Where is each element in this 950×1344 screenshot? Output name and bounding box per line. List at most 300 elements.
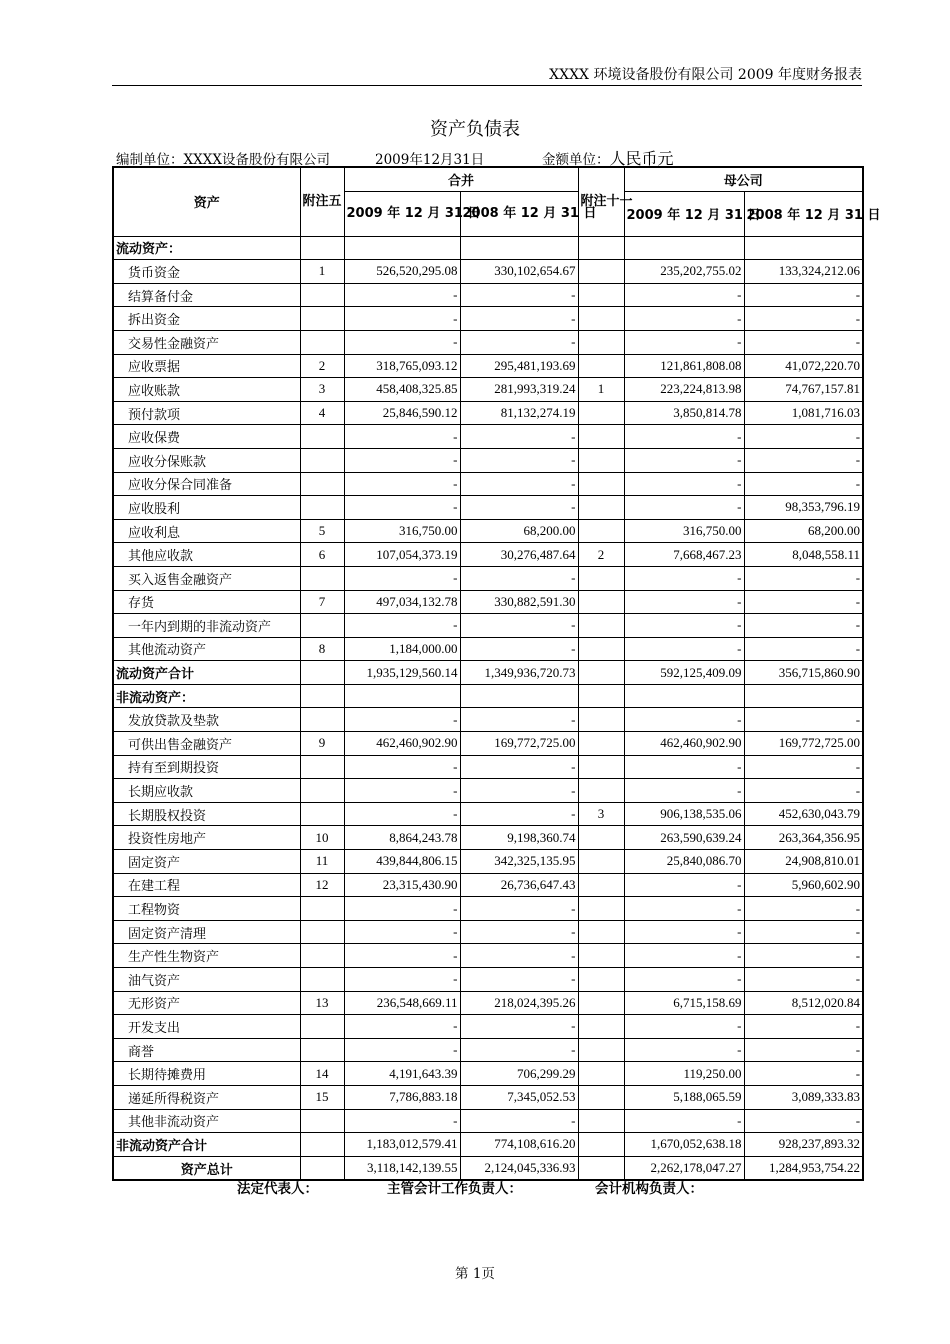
header-divider (112, 85, 862, 86)
consolidated-2009-cell: 8,864,243.78 (344, 826, 460, 850)
parent-2009-cell: - (624, 779, 744, 803)
parent-2008-cell: 41,072,220.70 (744, 354, 863, 378)
col-consolidated-2008: 2008 年 12 月 31 日 (460, 191, 578, 236)
parent-2009-cell: 121,861,808.08 (624, 354, 744, 378)
consolidated-2008-cell: - (460, 802, 578, 826)
empty-cell (300, 236, 344, 260)
empty-cell (624, 684, 744, 708)
table-row (113, 472, 863, 496)
note11-cell (578, 401, 624, 425)
note5-cell (300, 897, 344, 921)
consolidated-2009-cell: - (344, 1015, 460, 1039)
parent-2008-cell: - (744, 1038, 863, 1062)
empty-cell (344, 684, 460, 708)
parent-2008-cell: - (744, 708, 863, 732)
note5-cell (300, 330, 344, 354)
parent-2008-cell: - (744, 566, 863, 590)
row-label: 拆出资金 (113, 307, 300, 331)
col-parent-2009: 2009 年 12 月 31 日 (624, 191, 744, 236)
note5-cell (300, 566, 344, 590)
currency-label: 金额单位： (542, 152, 610, 168)
consolidated-2009-cell: 1,184,000.00 (344, 637, 460, 661)
table-row (113, 944, 863, 968)
preparer-unit: 编制单位：XXXX设备股份有限公司 (116, 152, 330, 168)
consolidated-2008-cell: - (460, 472, 578, 496)
note5-cell (300, 944, 344, 968)
note11-cell (578, 708, 624, 732)
consolidated-2009-cell: 318,765,093.12 (344, 354, 460, 378)
consolidated-2009-cell: - (344, 897, 460, 921)
row-label: 固定资产 (113, 850, 300, 874)
consolidated-2009-cell: 1,183,012,579.41 (344, 1133, 460, 1157)
note11-cell (578, 1133, 624, 1157)
parent-2008-cell: 74,767,157.81 (744, 378, 863, 402)
parent-2008-cell: 68,200.00 (744, 519, 863, 543)
empty-cell (460, 684, 578, 708)
parent-2008-cell: - (744, 637, 863, 661)
empty-cell (744, 684, 863, 708)
parent-2008-cell: 3,089,333.83 (744, 1085, 863, 1109)
row-label: 长期待摊费用 (113, 1062, 300, 1086)
table-row (113, 873, 863, 897)
parent-2008-cell: - (744, 944, 863, 968)
note11-cell (578, 779, 624, 803)
consolidated-2009-cell: 462,460,902.90 (344, 732, 460, 756)
note11-cell (578, 1038, 624, 1062)
note11-cell (578, 732, 624, 756)
note5-cell: 2 (300, 354, 344, 378)
note5-cell (300, 779, 344, 803)
consolidated-2009-cell: - (344, 496, 460, 520)
consolidated-2008-cell: 9,198,360.74 (460, 826, 578, 850)
consolidated-2008-cell: 774,108,616.20 (460, 1133, 578, 1157)
note11-cell (578, 448, 624, 472)
note11-cell: 3 (578, 802, 624, 826)
row-label: 应收股利 (113, 496, 300, 520)
table-row (113, 920, 863, 944)
consolidated-2009-cell: - (344, 920, 460, 944)
consolidated-2008-cell: - (460, 307, 578, 331)
note5-cell: 6 (300, 543, 344, 567)
row-label: 买入返售金融资产 (113, 566, 300, 590)
note11-cell (578, 968, 624, 992)
parent-2009-cell: - (624, 307, 744, 331)
note5-cell: 12 (300, 873, 344, 897)
total-row (113, 661, 863, 685)
empty-cell (300, 684, 344, 708)
note5-cell: 7 (300, 590, 344, 614)
row-label: 长期应收款 (113, 779, 300, 803)
table-row (113, 850, 863, 874)
consolidated-2009-cell: - (344, 330, 460, 354)
consolidated-2008-cell: - (460, 755, 578, 779)
parent-2008-cell: 1,284,953,754.22 (744, 1156, 863, 1180)
consolidated-2009-cell: 1,935,129,560.14 (344, 661, 460, 685)
note11-cell: 2 (578, 543, 624, 567)
note5-cell (300, 614, 344, 638)
note5-cell (300, 425, 344, 449)
note5-cell: 14 (300, 1062, 344, 1086)
parent-2009-cell: - (624, 1038, 744, 1062)
note11-cell (578, 566, 624, 590)
note5-cell (300, 920, 344, 944)
row-label: 固定资产清理 (113, 920, 300, 944)
parent-2008-cell: - (744, 968, 863, 992)
note5-cell (300, 472, 344, 496)
table-row (113, 354, 863, 378)
table-row (113, 448, 863, 472)
empty-cell (624, 236, 744, 260)
section-row (113, 236, 863, 260)
consolidated-2009-cell: 3,118,142,139.55 (344, 1156, 460, 1180)
report-date: 2009年12月31日 (375, 152, 485, 168)
note11-cell (578, 283, 624, 307)
parent-2008-cell: 263,364,356.95 (744, 826, 863, 850)
table-row (113, 1038, 863, 1062)
parent-2008-cell: 24,908,810.01 (744, 850, 863, 874)
consolidated-2008-cell: 2,124,045,336.93 (460, 1156, 578, 1180)
parent-2009-cell: 316,750.00 (624, 519, 744, 543)
table-row (113, 1109, 863, 1133)
table-row (113, 732, 863, 756)
parent-2008-cell: 8,512,020.84 (744, 991, 863, 1015)
row-label: 交易性金融资产 (113, 330, 300, 354)
note5-cell: 5 (300, 519, 344, 543)
note11-cell (578, 354, 624, 378)
section-label: 流动资产： (113, 236, 300, 260)
parent-2009-cell: 1,670,052,638.18 (624, 1133, 744, 1157)
note5-cell: 10 (300, 826, 344, 850)
consolidated-2008-cell: - (460, 496, 578, 520)
consolidated-2009-cell: 316,750.00 (344, 519, 460, 543)
parent-2009-cell: - (624, 448, 744, 472)
note11-cell (578, 637, 624, 661)
page-title: 资产负债表 (430, 119, 520, 140)
consolidated-2008-cell: 30,276,487.64 (460, 543, 578, 567)
parent-2009-cell: - (624, 944, 744, 968)
table-row (113, 330, 863, 354)
row-label: 发放贷款及垫款 (113, 708, 300, 732)
parent-2008-cell: 452,630,043.79 (744, 802, 863, 826)
note11-cell (578, 991, 624, 1015)
consolidated-2008-cell: 330,102,654.67 (460, 260, 578, 284)
row-label: 在建工程 (113, 873, 300, 897)
note11-cell (578, 425, 624, 449)
note5-cell: 13 (300, 991, 344, 1015)
parent-2008-cell: - (744, 779, 863, 803)
row-label: 应收票据 (113, 354, 300, 378)
note11-cell (578, 260, 624, 284)
row-label: 其他非流动资产 (113, 1109, 300, 1133)
parent-2008-cell: - (744, 755, 863, 779)
parent-2008-cell: 98,353,796.19 (744, 496, 863, 520)
table-row (113, 755, 863, 779)
note5-cell: 11 (300, 850, 344, 874)
note11-cell (578, 873, 624, 897)
table-row (113, 378, 863, 402)
col-asset: 资产 (113, 167, 300, 236)
consolidated-2008-cell: - (460, 897, 578, 921)
row-label: 其他流动资产 (113, 637, 300, 661)
consolidated-2008-cell: 330,882,591.30 (460, 590, 578, 614)
consolidated-2009-cell: - (344, 448, 460, 472)
table-row (113, 1085, 863, 1109)
note11-cell (578, 661, 624, 685)
row-label: 预付款项 (113, 401, 300, 425)
consolidated-2009-cell: - (344, 614, 460, 638)
col-parent-2008: 2008 年 12 月 31 日 (744, 191, 863, 236)
parent-2008-cell: - (744, 330, 863, 354)
consolidated-2008-cell: - (460, 1109, 578, 1133)
note11-cell (578, 1015, 624, 1039)
consolidated-2009-cell: 458,408,325.85 (344, 378, 460, 402)
table-row (113, 968, 863, 992)
parent-2009-cell: 6,715,158.69 (624, 991, 744, 1015)
note5-cell (300, 496, 344, 520)
consolidated-2008-cell: 706,299.29 (460, 1062, 578, 1086)
table-row (113, 307, 863, 331)
parent-2008-cell: - (744, 472, 863, 496)
parent-2008-cell: - (744, 1109, 863, 1133)
row-label: 存货 (113, 590, 300, 614)
table-row (113, 897, 863, 921)
table-row (113, 260, 863, 284)
table-row (113, 991, 863, 1015)
row-label: 货币资金 (113, 260, 300, 284)
note11-cell (578, 897, 624, 921)
row-label: 应收保费 (113, 425, 300, 449)
consolidated-2009-cell: - (344, 708, 460, 732)
parent-2009-cell: - (624, 968, 744, 992)
parent-2009-cell: - (624, 614, 744, 638)
row-label: 流动资产合计 (113, 661, 300, 685)
parent-2009-cell: - (624, 708, 744, 732)
consolidated-2009-cell: 23,315,430.90 (344, 873, 460, 897)
consolidated-2008-cell: - (460, 708, 578, 732)
parent-2009-cell: - (624, 897, 744, 921)
parent-2009-cell: - (624, 637, 744, 661)
parent-2009-cell: - (624, 472, 744, 496)
note5-cell: 4 (300, 401, 344, 425)
consolidated-2009-cell: 236,548,669.11 (344, 991, 460, 1015)
row-label: 无形资产 (113, 991, 300, 1015)
consolidated-2008-cell: 342,325,135.95 (460, 850, 578, 874)
row-label: 非流动资产合计 (113, 1133, 300, 1157)
consolidated-2009-cell: - (344, 968, 460, 992)
table-row (113, 543, 863, 567)
parent-2008-cell: - (744, 1062, 863, 1086)
consolidated-2009-cell: - (344, 779, 460, 803)
empty-cell (578, 236, 624, 260)
note11-cell (578, 519, 624, 543)
parent-2009-cell: - (624, 283, 744, 307)
consolidated-2009-cell: - (344, 944, 460, 968)
consolidated-2009-cell: - (344, 755, 460, 779)
parent-2009-cell: 462,460,902.90 (624, 732, 744, 756)
consolidated-2008-cell: - (460, 637, 578, 661)
row-label: 应收分保合同准备 (113, 472, 300, 496)
consolidated-2009-cell: - (344, 566, 460, 590)
consolidated-2009-cell: 526,520,295.08 (344, 260, 460, 284)
consolidated-2008-cell: 81,132,274.19 (460, 401, 578, 425)
table-row (113, 590, 863, 614)
parent-2009-cell: 223,224,813.98 (624, 378, 744, 402)
parent-2008-cell: 928,237,893.32 (744, 1133, 863, 1157)
consolidated-2008-cell: 295,481,193.69 (460, 354, 578, 378)
note11-cell (578, 472, 624, 496)
note5-cell: 8 (300, 637, 344, 661)
table-row (113, 614, 863, 638)
note11-cell (578, 1062, 624, 1086)
note11-cell: 1 (578, 378, 624, 402)
parent-2009-cell: 906,138,535.06 (624, 802, 744, 826)
parent-2008-cell: - (744, 897, 863, 921)
parent-2008-cell: 356,715,860.90 (744, 661, 863, 685)
note5-cell: 3 (300, 378, 344, 402)
consolidated-2008-cell: - (460, 330, 578, 354)
parent-2009-cell: 25,840,086.70 (624, 850, 744, 874)
note5-cell (300, 968, 344, 992)
parent-2008-cell: - (744, 307, 863, 331)
col-consolidated: 合并 (344, 167, 578, 191)
consolidated-2009-cell: 497,034,132.78 (344, 590, 460, 614)
consolidated-2008-cell: - (460, 614, 578, 638)
row-label: 可供出售金融资产 (113, 732, 300, 756)
signature-accounting-dept: 会计机构负责人： (595, 1181, 703, 1197)
table-row (113, 425, 863, 449)
consolidated-2009-cell: 107,054,373.19 (344, 543, 460, 567)
consolidated-2008-cell: - (460, 920, 578, 944)
consolidated-2008-cell: 68,200.00 (460, 519, 578, 543)
row-label: 商誉 (113, 1038, 300, 1062)
row-label: 生产性生物资产 (113, 944, 300, 968)
note5-cell (300, 755, 344, 779)
col-note5: 附注五 (300, 167, 344, 236)
table-row (113, 401, 863, 425)
table-row (113, 1015, 863, 1039)
table-row (113, 1062, 863, 1086)
note11-cell (578, 307, 624, 331)
empty-cell (744, 236, 863, 260)
parent-2009-cell: - (624, 920, 744, 944)
consolidated-2008-cell: 218,024,395.26 (460, 991, 578, 1015)
note5-cell (300, 661, 344, 685)
balance-sheet-body (113, 236, 863, 1180)
parent-2008-cell: - (744, 920, 863, 944)
parent-2008-cell: 1,081,716.03 (744, 401, 863, 425)
empty-cell (344, 236, 460, 260)
signature-accounting-head: 主管会计工作负责人： (387, 1181, 522, 1197)
parent-2009-cell: - (624, 590, 744, 614)
note5-cell (300, 1133, 344, 1157)
parent-2008-cell: 169,772,725.00 (744, 732, 863, 756)
row-label: 投资性房地产 (113, 826, 300, 850)
parent-2008-cell: - (744, 590, 863, 614)
note5-cell (300, 708, 344, 732)
parent-2009-cell: - (624, 566, 744, 590)
note5-cell (300, 1038, 344, 1062)
consolidated-2009-cell: - (344, 425, 460, 449)
note11-cell (578, 1085, 624, 1109)
table-row (113, 519, 863, 543)
table-row (113, 826, 863, 850)
parent-2009-cell: - (624, 496, 744, 520)
empty-cell (460, 236, 578, 260)
consolidated-2008-cell: 26,736,647.43 (460, 873, 578, 897)
note11-cell (578, 755, 624, 779)
parent-2009-cell: 592,125,409.09 (624, 661, 744, 685)
parent-2009-cell: 235,202,755.02 (624, 260, 744, 284)
row-label: 应收账款 (113, 378, 300, 402)
note11-cell (578, 1109, 624, 1133)
consolidated-2008-cell: 281,993,319.24 (460, 378, 578, 402)
note11-cell (578, 590, 624, 614)
total-row (113, 1133, 863, 1157)
note11-cell (578, 330, 624, 354)
parent-2008-cell: - (744, 614, 863, 638)
consolidated-2008-cell: - (460, 448, 578, 472)
table-row (113, 802, 863, 826)
page-number: 第 1页 (455, 1266, 495, 1282)
note5-cell: 1 (300, 260, 344, 284)
consolidated-2009-cell: 25,846,590.12 (344, 401, 460, 425)
parent-2008-cell: 8,048,558.11 (744, 543, 863, 567)
table-row (113, 283, 863, 307)
note5-cell (300, 802, 344, 826)
col-consolidated-2009: 2009 年 12 月 31 日 (344, 191, 460, 236)
note11-cell (578, 826, 624, 850)
signature-legal-rep: 法定代表人： (237, 1181, 318, 1197)
parent-2009-cell: - (624, 1015, 744, 1039)
consolidated-2008-cell: - (460, 944, 578, 968)
note11-cell (578, 496, 624, 520)
table-row (113, 708, 863, 732)
note5-cell (300, 1109, 344, 1133)
consolidated-2008-cell: - (460, 968, 578, 992)
consolidated-2009-cell: - (344, 307, 460, 331)
parent-2009-cell: 5,188,065.59 (624, 1085, 744, 1109)
note5-cell: 15 (300, 1085, 344, 1109)
note5-cell: 9 (300, 732, 344, 756)
table-row (113, 637, 863, 661)
consolidated-2008-cell: - (460, 779, 578, 803)
row-label: 油气资产 (113, 968, 300, 992)
consolidated-2008-cell: 169,772,725.00 (460, 732, 578, 756)
parent-2009-cell: - (624, 873, 744, 897)
row-label: 长期股权投资 (113, 802, 300, 826)
parent-2009-cell: 3,850,814.78 (624, 401, 744, 425)
parent-2009-cell: - (624, 1109, 744, 1133)
consolidated-2009-cell: - (344, 472, 460, 496)
row-label: 结算备付金 (113, 283, 300, 307)
parent-2008-cell: - (744, 425, 863, 449)
consolidated-2008-cell: - (460, 425, 578, 449)
note5-cell (300, 448, 344, 472)
consolidated-2008-cell: 1,349,936,720.73 (460, 661, 578, 685)
row-label: 应收利息 (113, 519, 300, 543)
parent-2008-cell: 5,960,602.90 (744, 873, 863, 897)
table-row (113, 566, 863, 590)
table-row (113, 779, 863, 803)
parent-2008-cell: 133,324,212.06 (744, 260, 863, 284)
consolidated-2009-cell: 439,844,806.15 (344, 850, 460, 874)
parent-2009-cell: 119,250.00 (624, 1062, 744, 1086)
section-row (113, 684, 863, 708)
consolidated-2008-cell: - (460, 283, 578, 307)
section-label: 非流动资产： (113, 684, 300, 708)
parent-2009-cell: - (624, 755, 744, 779)
col-parent: 母公司 (624, 167, 863, 191)
